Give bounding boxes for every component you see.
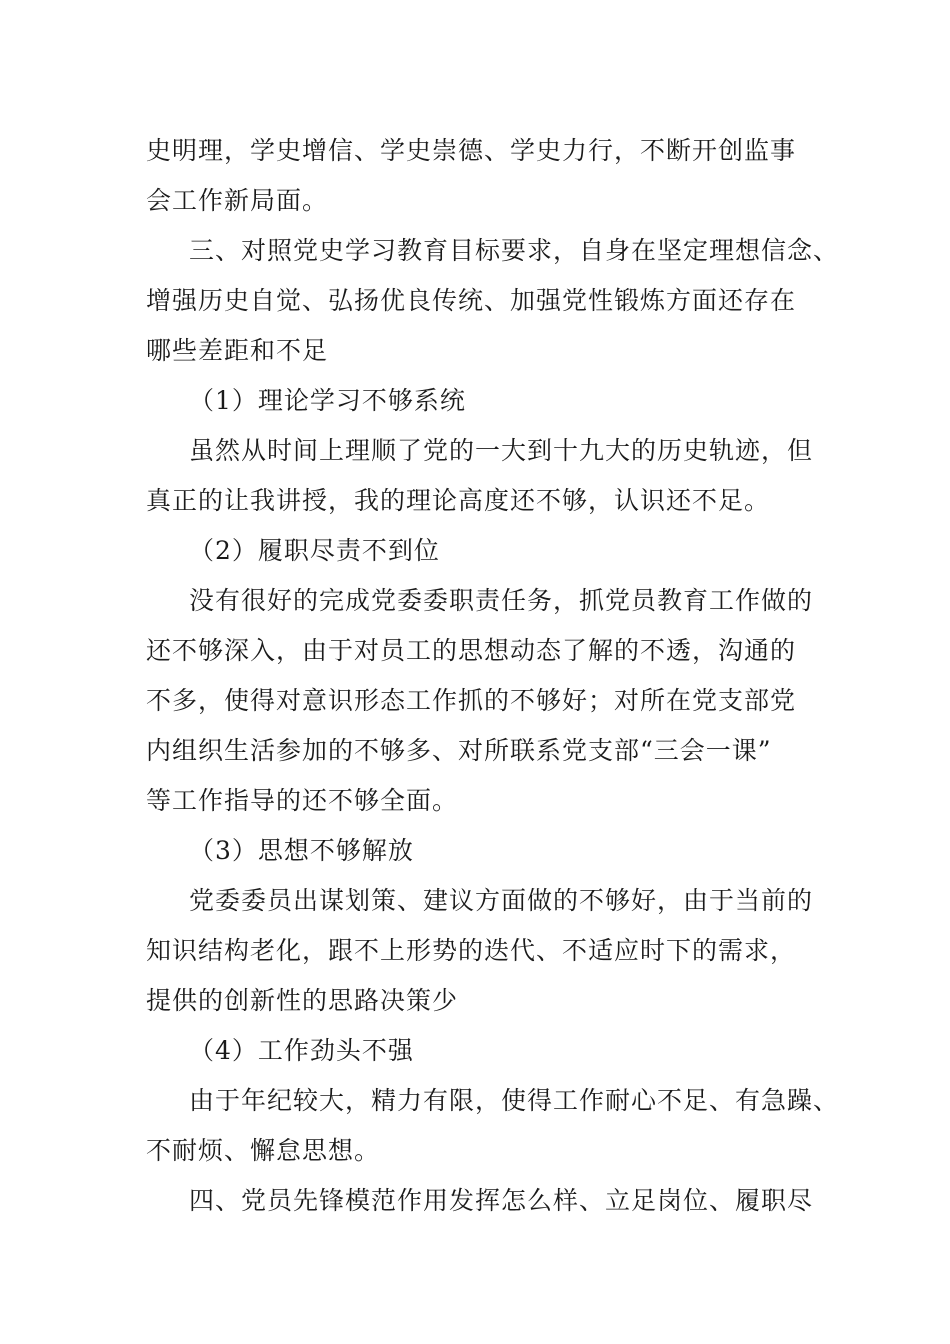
text-line: 党委委员出谋划策、建议方面做的不够好，由于当前的 xyxy=(189,886,814,915)
text-line: 不多，使得对意识形态工作抓的不够好；对所在党支部党 xyxy=(146,686,797,715)
text-line: 会工作新局面。 xyxy=(146,186,329,215)
subheading: （2）履职尽责不到位 xyxy=(189,536,440,565)
section-heading: 增强历史自觉、弘扬优良传统、加强党性锻炼方面还存在 xyxy=(146,286,797,315)
text-line: 知识结构老化，跟不上形势的迭代、不适应时下的需求， xyxy=(146,936,797,965)
text-line: 等工作指导的还不够全面。 xyxy=(146,786,459,815)
section-heading: 哪些差距和不足 xyxy=(146,336,329,365)
text-line: 内组织生活参加的不够多、对所联系党支部“三会一课” xyxy=(146,736,772,765)
text-line: 没有很好的完成党委委职责任务，抓党员教育工作做的 xyxy=(189,586,814,615)
section-heading: 三、对照党史学习教育目标要求，自身在坚定理想信念、 xyxy=(189,236,840,265)
text-line: 史明理，学史增信、学史崇德、学史力行，不断开创监事 xyxy=(146,136,797,165)
text-line: 虽然从时间上理顺了党的一大到十九大的历史轨迹，但 xyxy=(189,436,814,465)
text-line: 由于年纪较大，精力有限，使得工作耐心不足、有急躁、 xyxy=(189,1086,840,1115)
subheading: （1）理论学习不够系统 xyxy=(189,386,466,415)
text-line: 不耐烦、懈怠思想。 xyxy=(146,1136,381,1165)
subheading: （3）思想不够解放 xyxy=(189,836,414,865)
section-heading: 四、党员先锋模范作用发挥怎么样、立足岗位、履职尽 xyxy=(189,1186,814,1215)
text-line: 还不够深入，由于对员工的思想动态了解的不透，沟通的 xyxy=(146,636,797,665)
text-line: 真正的让我讲授，我的理论高度还不够，认识还不足。 xyxy=(146,486,771,515)
text-line: 提供的创新性的思路决策少 xyxy=(146,986,459,1015)
subheading: （4）工作劲头不强 xyxy=(189,1036,414,1065)
